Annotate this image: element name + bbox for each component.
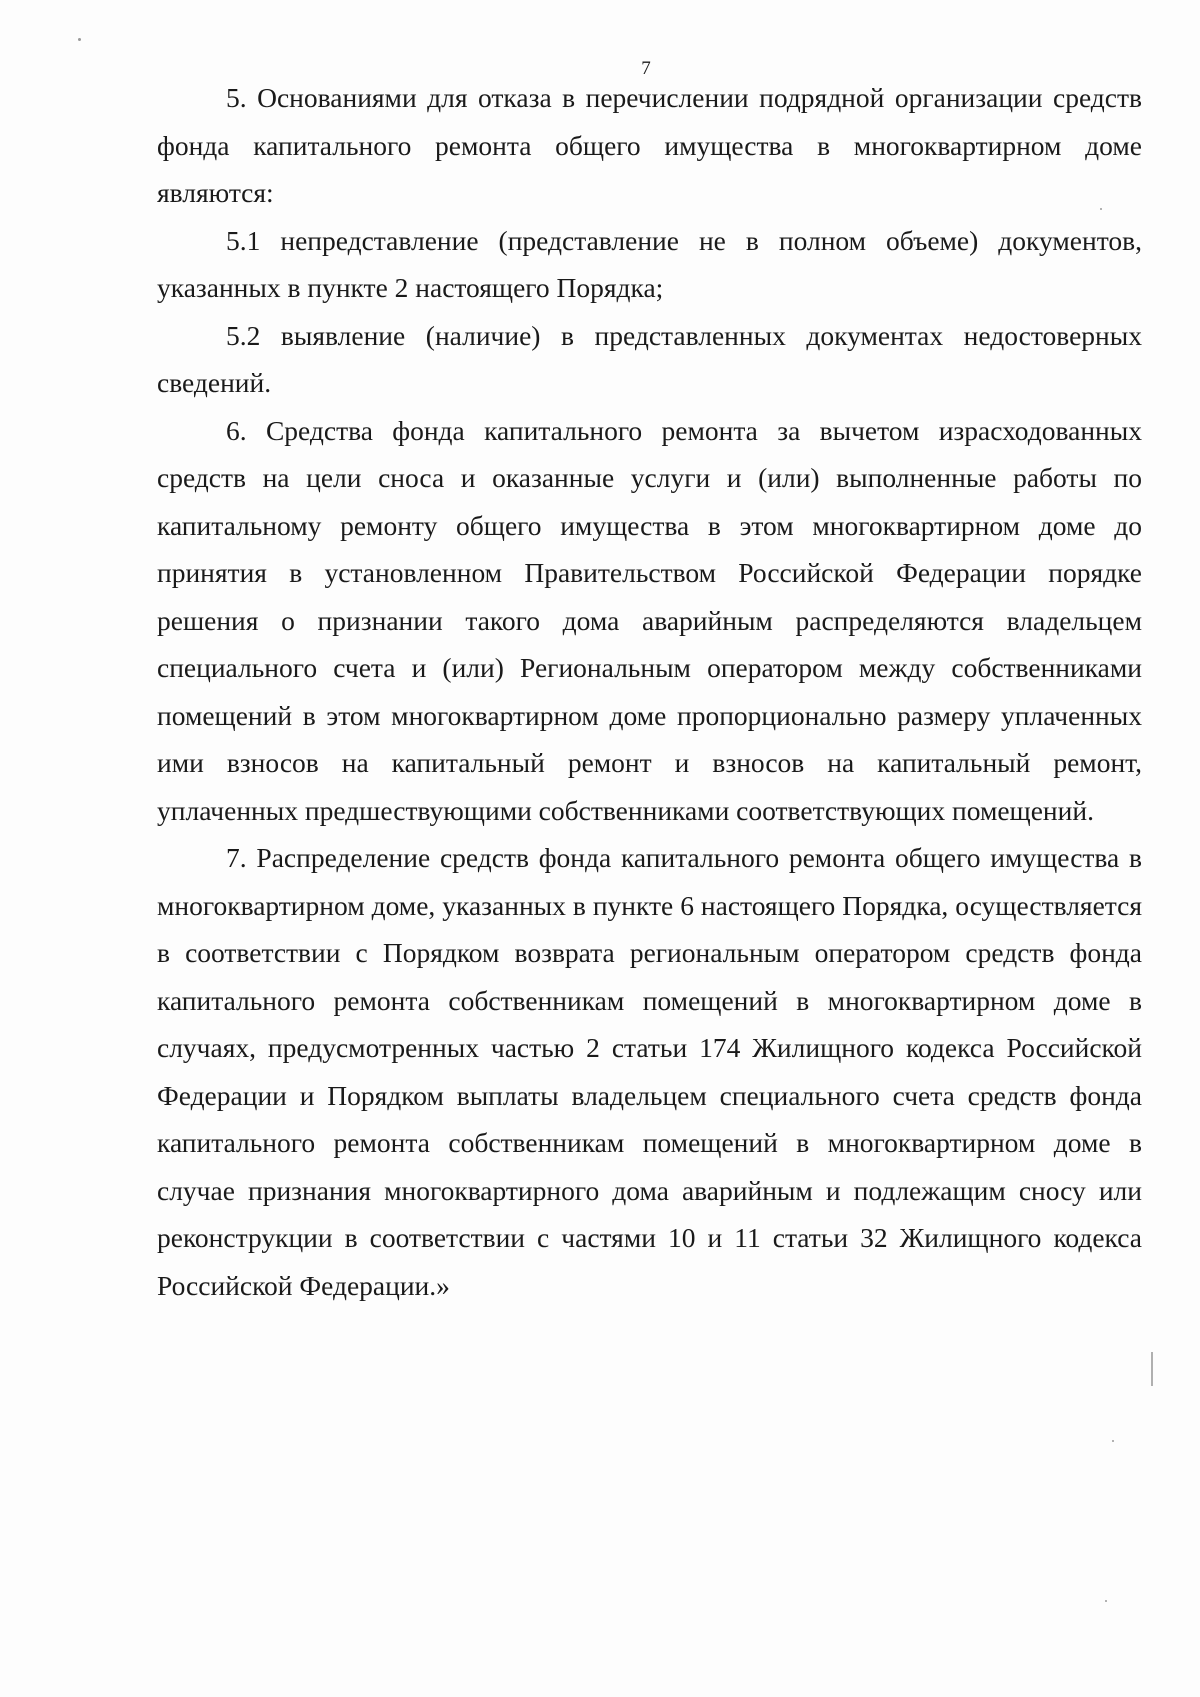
scan-speck [78, 38, 81, 41]
scan-edge-mark [1151, 1352, 1153, 1386]
page-number: 7 [641, 58, 651, 79]
scan-speck [1112, 1440, 1114, 1442]
scan-speck [1105, 1600, 1107, 1602]
document-body [157, 74, 1142, 1309]
scan-speck [1100, 208, 1102, 210]
paragraph-5-1: 5.1 непредставление (представление не в полном объеме) документов, указанных в пункте 2 настоящего Порядка; [157, 224, 1142, 303]
paragraph-5: 5. Основаниями для отказа в перечислении подрядной организации средств фонда капитального ремонта общего имущества в многоквартирном доме являются: [157, 82, 1142, 208]
paragraph-7: 7. Распределение средств фонда капитального ремонта общего имущества в многоквартирном доме, указанных в пункте 6 настоящего Порядка, осуществляется в соответствии с Порядком возврата региональным оператором средств фонда капитального ремонта собственникам помещений в многоквартирном доме в случаях, предусмотренных частью 2 статьи 174 Жилищного кодекса Российской Федерации и Порядком выплаты владельцем специального счета средств фонда капитального ремонта собственникам помещений в многоквартирном доме в случае признания многоквартирного дома аварийным и подлежащим сносу или реконструкции в соответствии с частями 10 и 11 статьи 32 Жилищного кодекса Российской Федерации.» [157, 842, 1142, 1301]
paragraph-5-2: 5.2 выявление (наличие) в представленных документах недостоверных сведений. [157, 319, 1142, 398]
paragraph-6: 6. Средства фонда капитального ремонта за вычетом израсходованных средств на цели сноса и оказанные услуги и (или) выполненные работы по капитальному ремонту общего имущества в этом многоквартирном доме до принятия в установленном Правительством Российской Федерации порядке решения о признании такого дома аварийным распределяются владельцем специального счета и (или) Региональным оператором между собственниками помещений в этом многоквартирном доме пропорционально размеру уплаченных ими взносов на капитальный ремонт и взносов на капитальный ремонт, уплаченных предшествующими собственниками соответствующих помещений. [157, 414, 1142, 826]
